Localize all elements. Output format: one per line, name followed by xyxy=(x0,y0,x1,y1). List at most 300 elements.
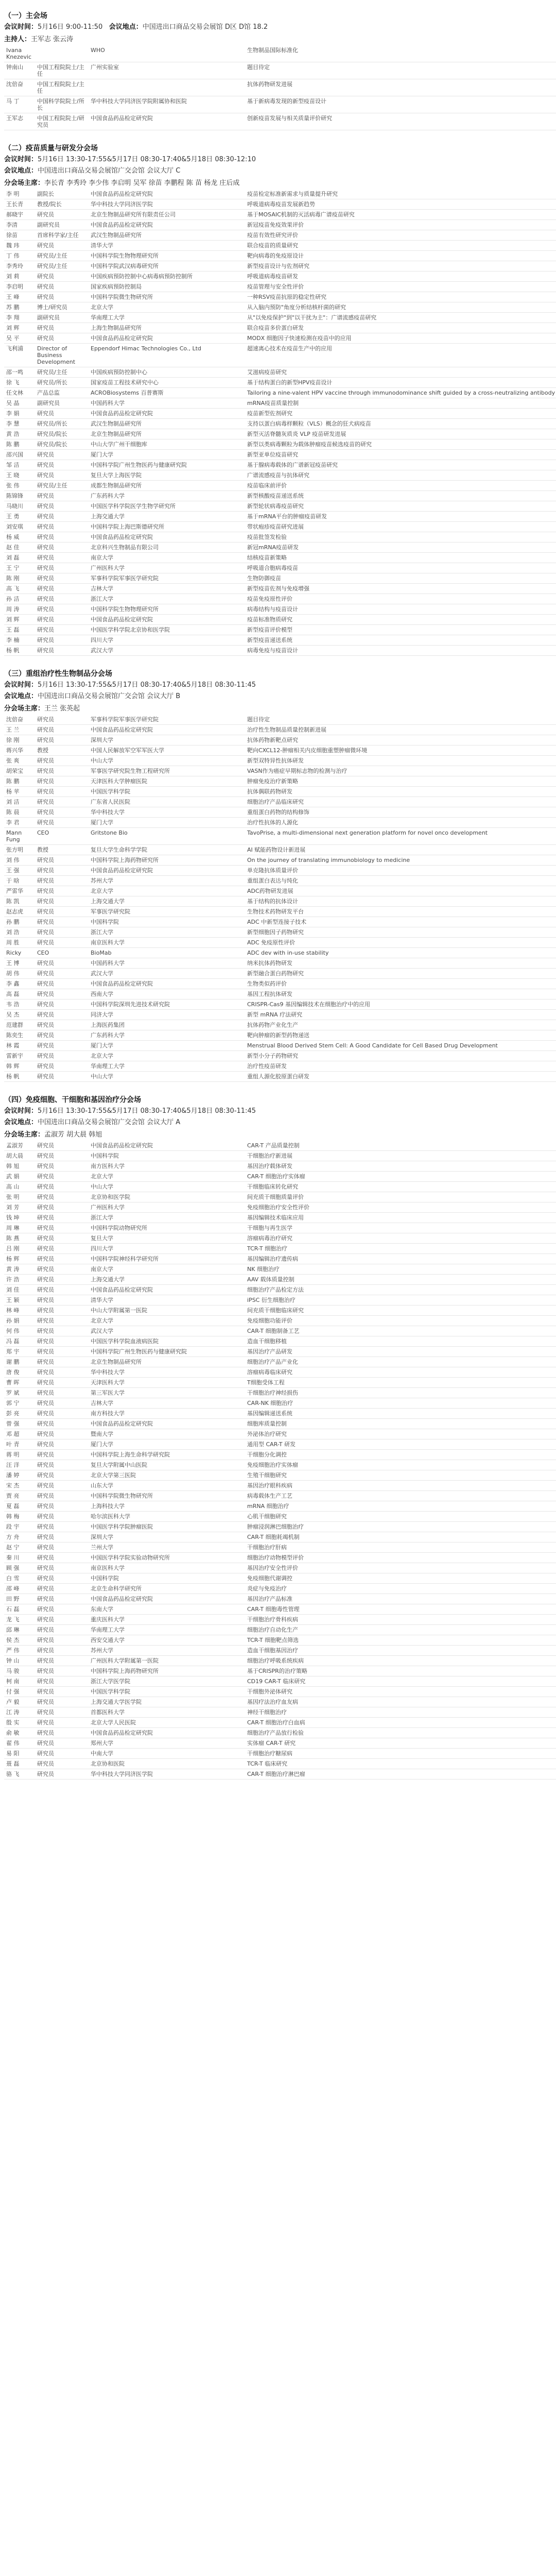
speaker-org: 中国医学科学院实验动物研究所 xyxy=(89,1553,245,1563)
talk-topic: mRNA疫苗质量控制 xyxy=(245,398,556,409)
speaker-title: 研究员 xyxy=(35,409,89,419)
speaker-org: 复旦大学上海医学院 xyxy=(89,470,245,481)
vaccine-hosts: 分会场主席：李长青 李秀玲 李少伟 李启明 吴军 徐苗 李鹏程 陈 苗 杨龙 庄后成 xyxy=(4,179,240,187)
talk-topic: 基因疗法治疗血友病 xyxy=(245,1697,556,1707)
talk-topic: 重组人源化胶原蛋白研发 xyxy=(245,1072,556,1082)
talk-row xyxy=(4,787,556,797)
talk-row xyxy=(4,1697,556,1707)
speaker-org xyxy=(89,79,245,96)
speaker-name: 潘 婷 xyxy=(4,1470,35,1481)
speaker-org: 华南理工大学 xyxy=(89,313,245,323)
speaker-org: 中国食品药品检定研究院 xyxy=(89,1728,245,1738)
talk-topic: mRNA 细胞治疗 xyxy=(245,1501,556,1512)
speaker-org: 北京生物制品研究所 xyxy=(89,1357,245,1367)
talk-topic: 基于新病毒发现的新型疫苗设计 xyxy=(245,96,556,113)
cell-gene-meta-time: 会议时间：5月16日 13:30-17:55&5月17日 08:30-17:40&5月18日 08:30-11:45 xyxy=(4,1107,256,1115)
talk-row xyxy=(4,419,556,429)
talk-row xyxy=(4,855,556,866)
speaker-org: 中国食品药品检定研究院 xyxy=(89,1419,245,1429)
talk-topic: 新型以类病毒颗粒为载体肿瘤疫苗候选疫苗的研究 xyxy=(245,439,556,450)
speaker-title: 研究员 xyxy=(35,1615,89,1625)
speaker-org: 中国科学院生物物理研究所 xyxy=(89,604,245,615)
speaker-name: 周 胜 xyxy=(4,938,35,948)
talk-topic: CAR-T 产品质量控制 xyxy=(245,1141,556,1151)
speaker-org: 山东大学 xyxy=(89,1481,245,1491)
speaker-org: 武汉生物制品研究所 xyxy=(89,230,245,241)
talk-topic: 溶瘤病毒临床研究 xyxy=(245,1367,556,1378)
talk-row xyxy=(4,251,556,261)
speaker-name: 江 涛 xyxy=(4,1707,35,1718)
talk-row xyxy=(4,715,556,725)
speaker-org: 中国食品药品检定研究院 xyxy=(89,532,245,543)
talk-topic: 单克隆抗体质量评价 xyxy=(245,866,556,876)
talk-topic: 联合疫苗多价蛋白研发 xyxy=(245,323,556,333)
talk-row xyxy=(4,481,556,491)
speaker-title: 研究员 xyxy=(35,646,89,656)
talk-row xyxy=(4,1769,556,1780)
speaker-title: 研究员 xyxy=(35,1213,89,1223)
therapeutics-section-title: （三）重组治疗性生物制品分会场 xyxy=(4,670,112,678)
talk-topic: 干细胞与再生医学 xyxy=(245,1223,556,1233)
speaker-name: 周 琳 xyxy=(4,1223,35,1233)
speaker-org: 中国疾病预防控制中心 xyxy=(89,367,245,378)
talk-row xyxy=(4,1625,556,1635)
speaker-title: 中国工程院院士/主任 xyxy=(35,62,89,79)
speaker-name: 王 博 xyxy=(4,958,35,969)
speaker-name: 丁 伟 xyxy=(4,251,35,261)
speaker-org: 武汉大学 xyxy=(89,1326,245,1336)
speaker-name: 郝晓宇 xyxy=(4,210,35,220)
talk-row xyxy=(4,1532,556,1543)
speaker-title: 研究员 xyxy=(35,1481,89,1491)
speaker-name: 曹 晖 xyxy=(4,1378,35,1388)
talk-row xyxy=(4,292,556,302)
speaker-org: 中山大学广州干细胞库 xyxy=(89,439,245,450)
speaker-org: 四川大学 xyxy=(89,1244,245,1254)
speaker-name: 严 伟 xyxy=(4,1646,35,1656)
talk-topic: 生殖干细胞研究 xyxy=(245,1470,556,1481)
speaker-org: 深圳大学 xyxy=(89,735,245,745)
speaker-org: 北京科兴生物制品有限公司 xyxy=(89,543,245,553)
talk-row xyxy=(4,1326,556,1336)
speaker-org: 成都生物制品研究所 xyxy=(89,481,245,491)
talk-row xyxy=(4,615,556,625)
speaker-title: 研究员 xyxy=(35,1543,89,1553)
talk-topic: iPSC 衍生细胞治疗 xyxy=(245,1295,556,1306)
talk-topic: 一种RSV疫苗抗原的稳定性研究 xyxy=(245,292,556,302)
talk-topic: 病毒载体生产工艺 xyxy=(245,1491,556,1501)
speaker-title: 研究员 xyxy=(35,1275,89,1285)
cell-gene-talks-table xyxy=(4,1141,556,1780)
speaker-name: 王 强 xyxy=(4,866,35,876)
talk-row xyxy=(4,969,556,979)
speaker-org: 武汉大学 xyxy=(89,969,245,979)
speaker-name: 邹 洁 xyxy=(4,460,35,470)
speaker-name: 于 晗 xyxy=(4,876,35,886)
speaker-name: 田 野 xyxy=(4,1594,35,1604)
talk-topic: 疫苗管理与安全性评价 xyxy=(245,282,556,292)
plenary-section-title: （一）主会场 xyxy=(4,12,47,20)
talk-row xyxy=(4,745,556,756)
talk-row xyxy=(4,1553,556,1563)
speaker-name: Ricky xyxy=(4,948,35,958)
speaker-org: 北京生命科学研究所 xyxy=(89,1584,245,1594)
speaker-org: 清华大学 xyxy=(89,1295,245,1306)
talk-topic: 干细胞治疗肝病 xyxy=(245,1543,556,1553)
speaker-name: 唐 俊 xyxy=(4,1367,35,1378)
speaker-name: 韦 浩 xyxy=(4,999,35,1010)
talk-row xyxy=(4,958,556,969)
speaker-name: 王军志 xyxy=(4,113,35,130)
talk-topic: 治疗性疫苗研发 xyxy=(245,1061,556,1072)
speaker-org: 广州医科大学 xyxy=(89,1202,245,1213)
talk-row xyxy=(4,594,556,604)
talk-topic: CAR-NK 细胞治疗 xyxy=(245,1398,556,1409)
talk-row xyxy=(4,917,556,927)
speaker-org: 兰州大学 xyxy=(89,1543,245,1553)
talk-topic: 基因治疗安全性评价 xyxy=(245,1563,556,1573)
speaker-name: 吴 杰 xyxy=(4,1010,35,1020)
talk-row xyxy=(4,1233,556,1244)
talk-row xyxy=(4,378,556,388)
speaker-title: 研究员 xyxy=(35,1202,89,1213)
talk-topic: 重组蛋白表达与纯化 xyxy=(245,876,556,886)
speaker-name: 方 舟 xyxy=(4,1532,35,1543)
talk-row xyxy=(4,1020,556,1030)
speaker-org: 武汉大学 xyxy=(89,646,245,656)
speaker-org: 中国科学院广州生物医药与健康研究院 xyxy=(89,1347,245,1357)
speaker-title: 研究员 xyxy=(35,1010,89,1020)
speaker-title: 产品总监 xyxy=(35,388,89,398)
speaker-title: 研究员 xyxy=(35,1326,89,1336)
speaker-org: 中国食品药品检定研究院 xyxy=(89,1141,245,1151)
talk-topic: Tailoring a nine-valent HPV vaccine through immunodominance shift guided by a cross-neutralizing antibody xyxy=(245,388,556,398)
talk-row xyxy=(4,272,556,282)
speaker-org: 中国科学院上海药物研究所 xyxy=(89,1666,245,1676)
talk-row xyxy=(4,79,556,96)
talk-row xyxy=(4,1522,556,1532)
speaker-name: 任文林 xyxy=(4,388,35,398)
speaker-name: 夏 磊 xyxy=(4,1501,35,1512)
talk-topic: 基因治疗产品研发 xyxy=(245,1347,556,1357)
talk-topic: 靶向病毒的免疫原设计 xyxy=(245,251,556,261)
talk-row xyxy=(4,1347,556,1357)
speaker-title: 研究员 xyxy=(35,1439,89,1450)
talk-row xyxy=(4,1687,556,1697)
talk-row xyxy=(4,470,556,481)
speaker-name: 杨 帆 xyxy=(4,646,35,656)
talk-topic: 基因治疗眼科疾病 xyxy=(245,1481,556,1491)
speaker-title: 研究员 xyxy=(35,1501,89,1512)
speaker-org: 中国科学院 xyxy=(89,1573,245,1584)
speaker-org: 中国食品药品检定研究院 xyxy=(89,220,245,230)
vaccine-meta-time: 会议时间：5月16日 13:30-17:55&5月17日 08:30-17:40&5月18日 08:30-12:10 xyxy=(4,156,256,163)
speaker-name: 叶 青 xyxy=(4,1439,35,1450)
talk-row xyxy=(4,999,556,1010)
speaker-org: 国家疫苗工程技术研究中心 xyxy=(89,378,245,388)
speaker-org: 暨南大学 xyxy=(89,1429,245,1439)
speaker-title: 研究员/主任 xyxy=(35,251,89,261)
talk-topic: 带状疱疹疫苗研究进展 xyxy=(245,522,556,532)
talk-topic: 治疗性生物制品质量控制新进展 xyxy=(245,725,556,735)
speaker-title: 研究员 xyxy=(35,553,89,563)
speaker-title: 研究员 xyxy=(35,1233,89,1244)
talk-topic: 基于CRISPR的治疗策略 xyxy=(245,1666,556,1676)
speaker-name: 白 雪 xyxy=(4,1573,35,1584)
speaker-name: 张 爽 xyxy=(4,756,35,766)
speaker-name: 石 磊 xyxy=(4,1604,35,1615)
talk-row xyxy=(4,522,556,532)
talk-row xyxy=(4,756,556,766)
talk-topic: ADC 免疫原性评价 xyxy=(245,938,556,948)
speaker-name: 孙 娟 xyxy=(4,1316,35,1326)
talk-topic: 干细胞外泌体研究 xyxy=(245,1687,556,1697)
talk-row xyxy=(4,1367,556,1378)
speaker-title: 研究员 xyxy=(35,1532,89,1543)
talk-row xyxy=(4,1061,556,1072)
talk-row xyxy=(4,1202,556,1213)
speaker-title: 研究员 xyxy=(35,776,89,787)
talk-row xyxy=(4,1336,556,1347)
speaker-org: 中国食品药品检定研究院 xyxy=(89,333,245,344)
vaccine-talks-table xyxy=(4,189,556,656)
speaker-org: 中国科学院上海药物研究所 xyxy=(89,855,245,866)
talk-topic: 疫苗有效性研究评价 xyxy=(245,230,556,241)
talk-row xyxy=(4,45,556,62)
speaker-org: 清华大学 xyxy=(89,241,245,251)
speaker-org: 南京医科大学 xyxy=(89,1563,245,1573)
speaker-title: 研究员 xyxy=(35,1594,89,1604)
speaker-org: 复旦大学 xyxy=(89,1233,245,1244)
talk-row xyxy=(4,313,556,323)
speaker-name: 高 山 xyxy=(4,1182,35,1192)
talk-topic: T细胞受体工程 xyxy=(245,1378,556,1388)
speaker-name: 韩 梅 xyxy=(4,1512,35,1522)
talk-topic: TCR-T 细胞治疗 xyxy=(245,1244,556,1254)
speaker-title: 研究员 xyxy=(35,886,89,896)
speaker-name: 沈倍奋 xyxy=(4,79,35,96)
speaker-title: 研究员 xyxy=(35,1553,89,1563)
speaker-org: 中国食品药品检定研究院 xyxy=(89,1594,245,1604)
speaker-name: 周 涛 xyxy=(4,604,35,615)
speaker-name: 李秀玲 xyxy=(4,261,35,272)
speaker-title: CEO xyxy=(35,948,89,958)
talk-topic: 新冠mRNA疫苗研发 xyxy=(245,543,556,553)
talk-topic: 题目待定 xyxy=(245,62,556,79)
talk-topic: 新型疫苗设计与佐剂研究 xyxy=(245,261,556,272)
speaker-title: 研究员 xyxy=(35,1460,89,1470)
speaker-org: 广州医科大学 xyxy=(89,563,245,573)
speaker-title: 研究员/主任 xyxy=(35,261,89,272)
talk-row xyxy=(4,189,556,199)
talk-row xyxy=(4,807,556,818)
speaker-title: 研究员 xyxy=(35,1223,89,1233)
talk-topic: 基因治疗产品标准 xyxy=(245,1594,556,1604)
speaker-name: 贾 亮 xyxy=(4,1491,35,1501)
speaker-name: 韩 旭 xyxy=(4,1161,35,1172)
speaker-name: 严雷华 xyxy=(4,886,35,896)
talk-row xyxy=(4,1584,556,1594)
talk-row xyxy=(4,543,556,553)
talk-row xyxy=(4,1295,556,1306)
talk-topic: 疫苗检定标准新需求与质量提升研究 xyxy=(245,189,556,199)
speaker-org: 中山大学 xyxy=(89,1072,245,1082)
talk-row xyxy=(4,1285,556,1295)
talk-topic: 细胞治疗自动化生产 xyxy=(245,1625,556,1635)
speaker-title: 研究员 xyxy=(35,1573,89,1584)
talk-topic: CAR-T 细胞治疗白血病 xyxy=(245,1718,556,1728)
speaker-org: 上海交通大学 xyxy=(89,512,245,522)
speaker-title: 研究员 xyxy=(35,1512,89,1522)
speaker-org: 复旦大学生命科学学院 xyxy=(89,845,245,855)
talk-topic: 基因编辑递送系统 xyxy=(245,1409,556,1419)
talk-topic: 病毒免疫与疫苗设计 xyxy=(245,646,556,656)
talk-row xyxy=(4,460,556,470)
speaker-name: Mann Fung xyxy=(4,828,35,845)
speaker-title: 研究员 xyxy=(35,1072,89,1082)
speaker-org: 华中科技大学同济医学院 xyxy=(89,199,245,210)
speaker-name: 马 丁 xyxy=(4,96,35,113)
speaker-org: 苏州大学 xyxy=(89,1646,245,1656)
speaker-name: 王 兰 xyxy=(4,725,35,735)
speaker-org: 郑州大学 xyxy=(89,1738,245,1749)
speaker-name: 刘 磊 xyxy=(4,553,35,563)
speaker-org: BioMab xyxy=(89,948,245,958)
speaker-name: 杨 辉 xyxy=(4,1254,35,1264)
speaker-org: 中国科学院生物物理研究所 xyxy=(89,251,245,261)
speaker-org: 天津医科大学 xyxy=(89,1378,245,1388)
speaker-name: 钱 坤 xyxy=(4,1213,35,1223)
talk-topic: 免疫细胞治疗实体瘤 xyxy=(245,1460,556,1470)
speaker-title: 研究员 xyxy=(35,818,89,828)
speaker-name: 李 君 xyxy=(4,818,35,828)
speaker-org: 广州医科大学附属第一医院 xyxy=(89,1656,245,1666)
speaker-title: 研究员 xyxy=(35,1378,89,1388)
speaker-name: 殷 实 xyxy=(4,1718,35,1728)
talk-row xyxy=(4,797,556,807)
speaker-title: 研究员 xyxy=(35,501,89,512)
speaker-name: 邱 琳 xyxy=(4,1625,35,1635)
speaker-name: 沈倍奋 xyxy=(4,715,35,725)
talk-row xyxy=(4,866,556,876)
speaker-org: 上海交通大学 xyxy=(89,896,245,907)
talk-topic: NK 细胞治疗 xyxy=(245,1264,556,1275)
talk-row xyxy=(4,96,556,113)
speaker-name: 蒋 明 xyxy=(4,1450,35,1460)
speaker-org: 中国医学科学院北京协和医学院 xyxy=(89,625,245,635)
speaker-name: 吴 平 xyxy=(4,333,35,344)
speaker-title: 研究员 xyxy=(35,1041,89,1051)
speaker-org: 中国科学院广州生物医药与健康研究院 xyxy=(89,460,245,470)
speaker-org: 中国疾病预防控制中心病毒病预防控制所 xyxy=(89,272,245,282)
talk-topic: ADC dev with in-use stability xyxy=(245,948,556,958)
speaker-name: 许 浩 xyxy=(4,1275,35,1285)
speaker-name: 张方明 xyxy=(4,845,35,855)
speaker-org: 中国人民解放军空军军医大学 xyxy=(89,745,245,756)
speaker-name: 胡荣宝 xyxy=(4,766,35,776)
talk-topic: 干细胞治疗神经损伤 xyxy=(245,1388,556,1398)
talk-row xyxy=(4,439,556,450)
talk-topic: 疫苗新型佐剂研究 xyxy=(245,409,556,419)
speaker-title: 研究员 xyxy=(35,927,89,938)
talk-row xyxy=(4,845,556,855)
talk-row xyxy=(4,323,556,333)
talk-row xyxy=(4,907,556,917)
talk-topic: CRISPR-Cas9 基因编辑技术在细胞治疗中的应用 xyxy=(245,999,556,1010)
talk-topic: 支持以蛋白病毒样颗粒（VLS）概念的狂犬病疫苗 xyxy=(245,419,556,429)
speaker-name: 易 阳 xyxy=(4,1749,35,1759)
speaker-title: 研究员 xyxy=(35,615,89,625)
speaker-name: 龙 飞 xyxy=(4,1615,35,1625)
speaker-title: 研究员 xyxy=(35,635,89,646)
speaker-title: 研究员 xyxy=(35,1584,89,1594)
speaker-org: 军事科学院军事医学研究院 xyxy=(89,715,245,725)
speaker-org: 中国科学院上海生命科学研究院 xyxy=(89,1450,245,1460)
speaker-title: 研究员 xyxy=(35,1749,89,1759)
talk-row xyxy=(4,1151,556,1161)
speaker-name: 郭 宁 xyxy=(4,1398,35,1409)
talk-row xyxy=(4,989,556,999)
speaker-org: 华中科技大学 xyxy=(89,807,245,818)
speaker-org: 中国食品药品检定研究院 xyxy=(89,615,245,625)
speaker-org: 上海交通大学 xyxy=(89,1275,245,1285)
speaker-title: 研究员 xyxy=(35,1491,89,1501)
speaker-name: 徐 刚 xyxy=(4,735,35,745)
talk-row xyxy=(4,1676,556,1687)
speaker-org: 重庆医科大学 xyxy=(89,1615,245,1625)
speaker-title: 研究员 xyxy=(35,532,89,543)
speaker-org: 北京生物制品研究所有限责任公司 xyxy=(89,210,245,220)
talk-row xyxy=(4,367,556,378)
speaker-name: 雷新宇 xyxy=(4,1051,35,1061)
speaker-title: CEO xyxy=(35,828,89,845)
speaker-title: 研究员 xyxy=(35,1172,89,1182)
talk-topic: 联合疫苗的质量研究 xyxy=(245,241,556,251)
speaker-name: 杨 帆 xyxy=(4,1072,35,1082)
talk-topic: 神经干细胞治疗 xyxy=(245,1707,556,1718)
talk-topic: 新型疫苗递送系统 xyxy=(245,635,556,646)
speaker-name: 刘 莉 xyxy=(4,272,35,282)
speaker-title: 研究员 xyxy=(35,866,89,876)
talk-row xyxy=(4,1635,556,1646)
speaker-name: 骆 飞 xyxy=(4,1769,35,1780)
speaker-org: 中国科学院 xyxy=(89,917,245,927)
talk-row xyxy=(4,1306,556,1316)
talk-topic: 细胞治疗产品放行检验 xyxy=(245,1728,556,1738)
speaker-title: 研究员 xyxy=(35,1470,89,1481)
speaker-title: 研究员 xyxy=(35,1718,89,1728)
talk-topic: 抗体偶联药物研发 xyxy=(245,787,556,797)
talk-topic: 呼吸道合胞病毒疫苗 xyxy=(245,563,556,573)
speaker-title: 研究员 xyxy=(35,797,89,807)
speaker-title: 副研究员 xyxy=(35,398,89,409)
speaker-name: 李 鑫 xyxy=(4,979,35,989)
speaker-title: 研究员 xyxy=(35,323,89,333)
talk-row xyxy=(4,1749,556,1759)
speaker-name: 谢 鹏 xyxy=(4,1357,35,1367)
speaker-title: 研究员 xyxy=(35,1061,89,1072)
speaker-org: 中国食品药品检定研究院 xyxy=(89,866,245,876)
talk-row xyxy=(4,450,556,460)
speaker-name: 林 霞 xyxy=(4,1041,35,1051)
talk-row xyxy=(4,1275,556,1285)
speaker-title: 研究员 xyxy=(35,594,89,604)
talk-topic: 基因编辑治疗遗传病 xyxy=(245,1254,556,1264)
talk-topic: 细胞治疗产品临床研究 xyxy=(245,797,556,807)
talk-row xyxy=(4,1501,556,1512)
speaker-name: 张 伟 xyxy=(4,481,35,491)
speaker-title xyxy=(35,45,89,62)
